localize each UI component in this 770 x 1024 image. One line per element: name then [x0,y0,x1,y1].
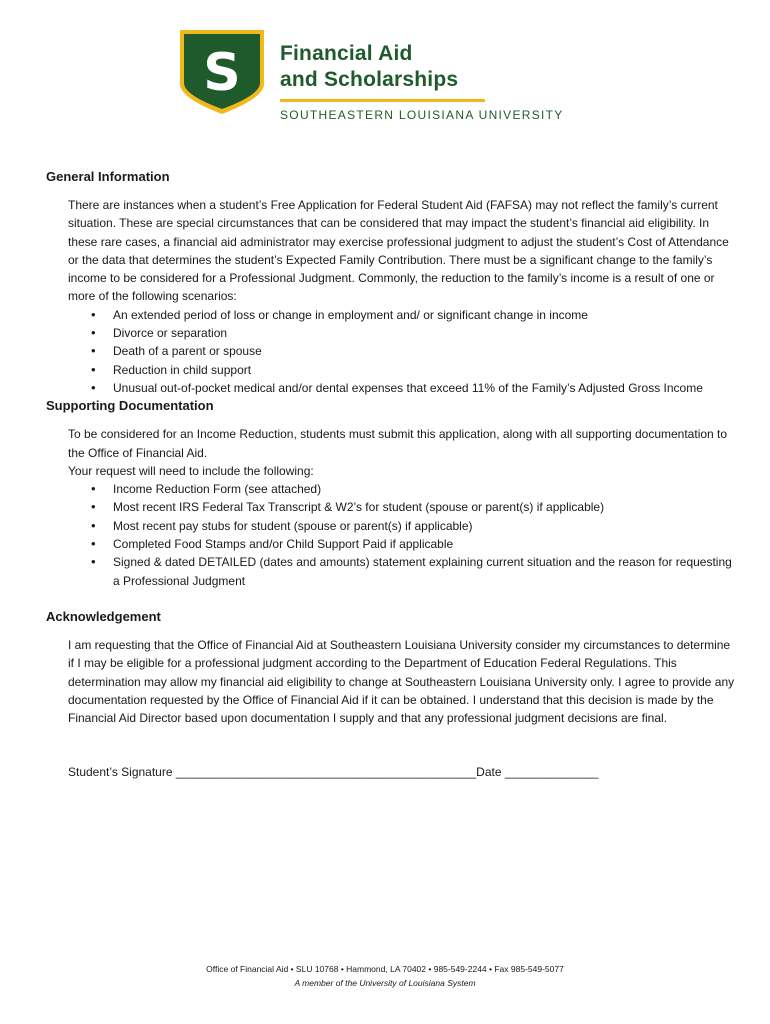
footer-tagline: A member of the University of Louisiana System [294,978,476,988]
footer-address: Office of Financial Aid • SLU 10768 • Hammond, LA 70402 • 985-549-2244 • Fax 985-549-5077 [206,964,564,974]
logo-letter: S [203,43,241,103]
university-name: SOUTHEASTERN LOUISIANA UNIVERSITY [280,108,564,122]
required-docs-list [46,480,736,590]
list-item: • Signed & dated DETAILED (dates and amounts) statement explaining current situation and the reason for requesting a Professional Judgment [113,553,736,590]
supporting-docs-heading: Supporting Documentation [46,398,214,414]
page-footer [0,962,770,990]
general-info-heading: General Information [46,169,170,184]
list-item: • Reduction in child support [113,361,736,379]
gold-divider [280,99,485,102]
list-item: • Death of a parent or spouse [113,342,736,360]
general-info-paragraph: There are instances when a student’s Free Application for Federal Student Aid (FAFSA) may not reflect the family’s current situation. These are special circumstances that can be considered that may impact the student’s financial aid eligibility. In these rare cases, a financial aid administrator may exercise professional judgment to adjust the student’s Cost of Attendance or the data that determines the student’s Expected Family Contribution. There must be a significant change to the family’s income to be considered for a Professional Judgment. Commonly, the reduction to the family’s income is a result of one or more of the following scenarios: [68,198,729,304]
signature-date-line[interactable]: Student’s Signature _____________________________________________Date ______________ [68,765,599,780]
acknowledgement-paragraph: I am requesting that the Office of Financial Aid at Southeastern Louisiana University consider my circumstances to determine if I may be eligible for a professional judgment according to the Department of Education Federal Regulations. This determination may allow my financial aid eligibility to change at Southeastern Louisiana University only. I agree to provide any documentation requested by the Office of Financial Aid if it can be obtained. I understand that this decision is made by the Financial Aid Director based upon documentation I supply and that any professional judgment decisions are final. [68,637,735,726]
university-shield-logo [178,28,266,116]
document-body [46,168,736,782]
brand-title-line2: and Scholarships [280,68,459,91]
list-item: • Divorce or separation [113,324,736,342]
list-item: • Most recent IRS Federal Tax Transcript & W2’s for student (spouse or parent(s) if applicable) [113,498,736,516]
list-item: • Completed Food Stamps and/or Child Support Paid if applicable [113,535,736,553]
list-item: • Most recent pay stubs for student (spouse or parent(s) if applicable) [113,517,736,535]
letterhead [178,28,578,128]
list-item: • Income Reduction Form (see attached) [113,480,736,498]
request-line: Your request will need to include the following: [68,463,314,478]
supporting-docs-paragraph: To be considered for an Income Reduction, students must submit this application, along with all supporting documentation to the Office of Financial Aid. [68,427,728,460]
acknowledgement-heading: Acknowledgement [46,608,161,624]
list-item: • Unusual out-of-pocket medical and/or dental expenses that exceed 11% of the Family’s Adjusted Gross Income [113,379,736,397]
list-item: • An extended period of loss or change in employment and/ or significant change in income [113,306,736,324]
scenario-list [46,306,736,397]
brand-title-line1: Financial Aid [280,42,413,65]
